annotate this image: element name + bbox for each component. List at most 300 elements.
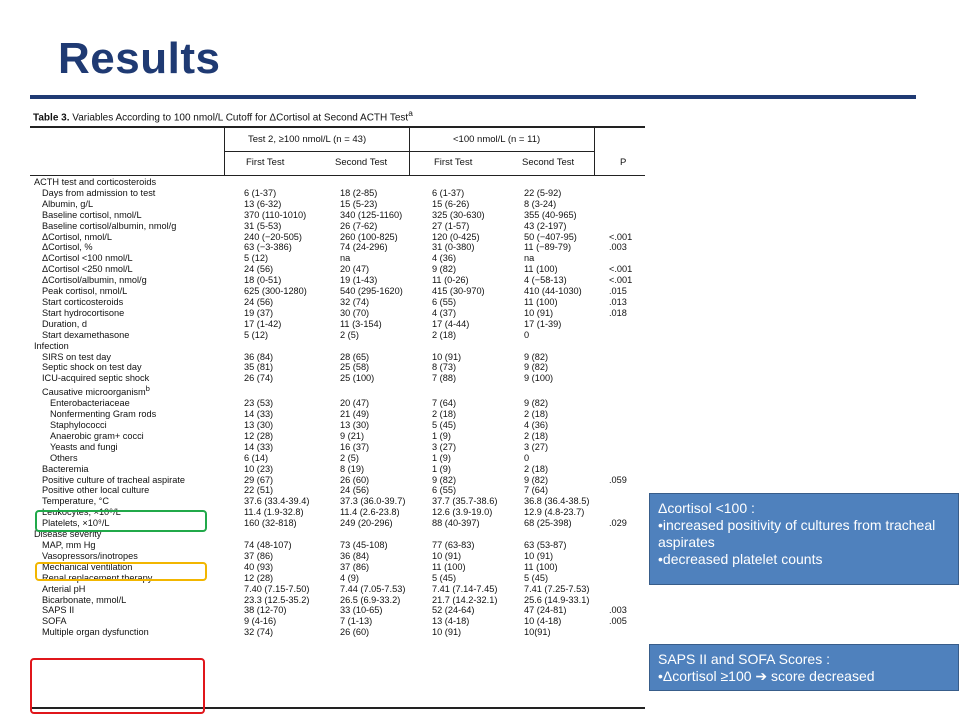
table-row [30, 475, 645, 486]
table-row [30, 373, 645, 384]
cell-first-test-2: 6 (55) [432, 485, 457, 496]
cell-first-test-1 [230, 529, 326, 540]
cell-first-test-2: 1 (9) [432, 452, 451, 463]
cell-p-value [605, 573, 645, 584]
table-row [30, 341, 645, 352]
cell-first-test-1: 11.4 (1.9-32.8) [244, 507, 304, 518]
cell-first-test-2: 7 (88) [432, 373, 457, 384]
cell-first-test-2: 6 (1-37) [432, 187, 465, 198]
table-row [30, 442, 645, 453]
col-header-second-test-2: Second Test [522, 157, 575, 168]
cell-second-test-2: 68 (25-398) [524, 518, 572, 529]
cell-second-test-1: 26 (60) [340, 474, 370, 485]
cell-second-test-2: 9 (82) [524, 351, 549, 362]
cell-second-test-2: 11 (−89-79) [524, 242, 572, 253]
cell-first-test-1: 160 (32-818) [244, 518, 297, 529]
cell-first-test-2: 27 (1-57) [432, 220, 470, 231]
row-label [30, 286, 230, 297]
cell-p-value [605, 562, 645, 573]
group2-header: <100 nmol/L (n = 11) [453, 134, 541, 145]
table-row [30, 330, 645, 341]
table-caption-footnote: a [408, 108, 413, 118]
cell-second-test-1 [326, 341, 418, 352]
cell-first-test-2: 9 (82) [432, 474, 457, 485]
row-label-text: Multiple organ dysfunction [42, 627, 149, 638]
cell-first-test-2: 37.7 (35.7-38.6) [432, 496, 498, 507]
cell-p-value [605, 341, 645, 352]
table-row [30, 398, 645, 409]
cell-second-test-1: 25 (58) [340, 362, 370, 373]
highlight-platelets [35, 562, 207, 581]
row-label [30, 330, 230, 341]
row-label-text: Renal replacement therapy [42, 572, 153, 583]
row-label [30, 475, 230, 486]
header-bottom-rule [30, 175, 645, 176]
row-label-text: Baseline cortisol, nmol/L [42, 209, 142, 220]
cell-first-test-1: 24 (56) [244, 296, 274, 307]
row-label-text: Start hydrocortisone [42, 307, 125, 318]
row-label-text: Peak cortisol, nmol/L [42, 286, 128, 297]
cell-second-test-2: 2 (18) [524, 463, 549, 474]
callout1-bullet-cultures: •increased positivity of cultures from tracheal aspirates [658, 517, 936, 550]
row-label-text: Start corticosteroids [42, 296, 124, 307]
cell-first-test-1: 10 (23) [244, 463, 274, 474]
table-row [30, 485, 645, 496]
row-label-text: Infection [34, 340, 69, 351]
cell-second-test-2 [510, 384, 605, 398]
row-label [30, 464, 230, 475]
row-label-text: ΔCortisol, nmol/L [42, 231, 112, 242]
table-row [30, 264, 645, 275]
row-label-text: Bicarbonate, mmol/L [42, 594, 127, 605]
cell-second-test-1: 7 (1-13) [340, 616, 373, 627]
cell-second-test-1: 260 (100-825) [340, 231, 398, 242]
cell-first-test-1: 23 (53) [244, 398, 274, 409]
cell-first-test-2: 2 (18) [432, 409, 457, 420]
row-label [30, 341, 230, 352]
cell-p-value: .059 [609, 474, 627, 485]
row-label [30, 352, 230, 363]
row-label [30, 595, 230, 606]
cell-first-test-1: 5 (12) [244, 329, 269, 340]
cell-second-test-1: 26 (7-62) [340, 220, 378, 231]
cell-second-test-2: 3 (27) [524, 441, 549, 452]
table-row [30, 464, 645, 475]
cell-first-test-2 [418, 341, 510, 352]
cell-second-test-2: 10(91) [524, 627, 551, 638]
cell-first-test-2: 11 (100) [432, 561, 466, 572]
col-header-first-test-2: First Test [434, 157, 473, 168]
title-divider [30, 95, 916, 99]
cell-second-test-2: 22 (5-92) [524, 187, 562, 198]
cell-first-test-2: 5 (45) [432, 572, 457, 583]
row-label-text: Others [50, 452, 78, 463]
cell-p-value: .029 [609, 518, 627, 529]
cell-first-test-1: 24 (56) [244, 264, 274, 275]
cell-second-test-2 [510, 177, 605, 188]
cell-first-test-1: 6 (1-37) [244, 187, 277, 198]
cell-second-test-2: 7 (64) [524, 485, 549, 496]
row-label [30, 210, 230, 221]
row-label-text: Albumin, g/L [42, 198, 94, 209]
cell-first-test-2: 10 (91) [432, 351, 462, 362]
cell-first-test-1: 35 (81) [244, 362, 274, 373]
row-label-text: Mechanical ventilation [42, 561, 133, 572]
cell-first-test-1 [230, 177, 326, 188]
row-label [30, 431, 230, 442]
cell-second-test-2: 4 (36) [524, 420, 549, 430]
row-label [30, 485, 230, 496]
cell-second-test-1: 249 (20-296) [340, 518, 393, 529]
table-row [30, 420, 645, 431]
cell-second-test-2: 410 (44-1030) [524, 286, 582, 297]
table-top-rule [30, 126, 645, 128]
cell-p-value: <.001 [609, 231, 633, 242]
row-label [30, 177, 230, 188]
cell-p-value [605, 485, 645, 496]
cell-first-test-2: 13 (4-18) [432, 616, 470, 627]
row-label [30, 627, 230, 638]
cell-first-test-2: 10 (91) [432, 627, 462, 638]
cell-second-test-1: 18 (2-85) [340, 187, 378, 198]
cell-first-test-2: 7.41 (7.14-7.45) [432, 583, 498, 594]
table-row [30, 584, 645, 595]
cell-second-test-1: 2 (5) [340, 452, 359, 463]
cell-second-test-2: 36.8 (36.4-38.5) [524, 496, 590, 507]
cell-second-test-1: 32 (74) [340, 296, 370, 307]
cell-first-test-2: 325 (30-630) [432, 209, 485, 220]
row-label [30, 253, 230, 264]
row-label [30, 551, 230, 562]
row-label-text: Causative microorganism [42, 387, 146, 398]
cell-p-value [605, 362, 645, 373]
row-label-text: Septic shock on test day [42, 362, 142, 373]
table-row [30, 453, 645, 464]
cell-p-value [605, 352, 645, 363]
row-label [30, 232, 230, 243]
cell-p-value [605, 540, 645, 551]
cell-first-test-1: 17 (1-42) [244, 318, 282, 329]
table-row [30, 616, 645, 627]
cell-second-test-1: 340 (125-1160) [340, 209, 403, 220]
cell-p-value: .018 [609, 307, 627, 318]
row-label [30, 616, 230, 627]
table-row [30, 352, 645, 363]
cell-first-test-1: 12 (28) [244, 430, 274, 441]
cell-p-value [605, 496, 645, 507]
table-row [30, 409, 645, 420]
cell-second-test-2: 4 (−58-13) [524, 275, 567, 286]
cell-second-test-1: na [340, 253, 351, 264]
cell-first-test-2: 52 (24-64) [432, 605, 475, 616]
cell-p-value [605, 584, 645, 595]
cell-second-test-2: na [524, 253, 535, 264]
row-label-text: SAPS II [42, 605, 75, 616]
cell-p-value [605, 199, 645, 210]
cell-p-value [605, 409, 645, 420]
cell-second-test-2: 5 (45) [524, 572, 549, 583]
cell-first-test-2: 5 (45) [432, 420, 457, 430]
cell-p-value [605, 398, 645, 409]
cell-first-test-2: 4 (36) [432, 253, 457, 264]
row-label-text: Duration, d [42, 318, 87, 329]
cell-second-test-1: 25 (100) [340, 373, 375, 384]
cell-first-test-1: 240 (−20-505) [244, 231, 302, 242]
cell-first-test-2: 4 (37) [432, 307, 457, 318]
cell-second-test-2: 7.41 (7.25-7.53) [524, 583, 590, 594]
callout1-bullet-platelets: •decreased platelet counts [658, 551, 823, 567]
cell-first-test-1: 19 (37) [244, 307, 274, 318]
cell-first-test-2: 21.7 (14.2-32.1) [432, 594, 498, 605]
cell-p-value [605, 177, 645, 188]
cell-first-test-2: 8 (73) [432, 362, 457, 373]
row-label-text: ICU-acquired septic shock [42, 373, 150, 384]
row-label [30, 242, 230, 253]
cell-second-test-1: 20 (47) [340, 264, 370, 275]
cell-second-test-1: 36 (84) [340, 550, 370, 561]
cell-second-test-1: 30 (70) [340, 307, 370, 318]
callout1-heading: Δcortisol <100 : [658, 500, 755, 516]
cell-second-test-1 [326, 177, 418, 188]
row-label-footnote: b [145, 384, 150, 394]
cell-first-test-2 [418, 529, 510, 540]
cell-first-test-1: 38 (12-70) [244, 605, 287, 616]
cell-second-test-2: 355 (40-965) [524, 209, 577, 220]
cell-second-test-2: 2 (18) [524, 409, 549, 420]
cell-first-test-1: 12 (28) [244, 572, 274, 583]
row-label [30, 496, 230, 507]
callout-saps-sofa [649, 644, 959, 691]
table-row [30, 308, 645, 319]
cell-p-value: .013 [609, 296, 627, 307]
cell-first-test-2: 15 (6-26) [432, 198, 470, 209]
cell-second-test-2: 2 (18) [524, 430, 549, 441]
cell-second-test-1: 4 (9) [340, 572, 359, 583]
cell-first-test-2: 2 (18) [432, 329, 457, 340]
header-divider-left [224, 127, 225, 176]
cell-second-test-1: 13 (30) [340, 420, 370, 430]
row-label [30, 409, 230, 420]
cell-first-test-1: 31 (5-53) [244, 220, 282, 231]
cell-first-test-2: 415 (30-970) [432, 286, 485, 297]
highlight-tracheal-aspirate [35, 510, 207, 532]
cell-second-test-2: 17 (1-39) [524, 318, 562, 329]
table-row [30, 210, 645, 221]
cell-second-test-2: 8 (3-24) [524, 198, 557, 209]
cell-first-test-1: 63 (−3-386) [244, 242, 292, 253]
row-label [30, 221, 230, 232]
row-label [30, 373, 230, 384]
col-header-first-test-1: First Test [246, 157, 285, 168]
row-label-text: ΔCortisol <100 nmol/L [42, 253, 133, 264]
cell-p-value [605, 627, 645, 638]
slide-title: Results [58, 34, 221, 83]
table-row [30, 199, 645, 210]
cell-second-test-1: 26 (60) [340, 627, 370, 638]
row-label-text: MAP, mm Hg [42, 539, 96, 550]
row-label-text: Yeasts and fungi [50, 441, 118, 452]
cell-second-test-1: 11 (3-154) [340, 318, 382, 329]
row-label [30, 319, 230, 330]
cell-first-test-1 [230, 341, 326, 352]
table-row [30, 551, 645, 562]
row-label-text: Baseline cortisol/albumin, nmol/g [42, 220, 177, 231]
cell-second-test-2: 47 (24-81) [524, 605, 567, 616]
cell-second-test-1: 540 (295-1620) [340, 286, 403, 297]
cell-second-test-2: 25.6 (14.9-33.1) [524, 594, 590, 605]
cell-p-value [605, 529, 645, 540]
cell-second-test-2: 12.9 (4.8-23.7) [524, 507, 585, 518]
row-label [30, 453, 230, 464]
cell-first-test-1 [230, 384, 326, 398]
cell-p-value [605, 431, 645, 442]
row-label [30, 188, 230, 199]
cell-first-test-1: 7.40 (7.15-7.50) [244, 583, 310, 594]
cell-second-test-2: 43 (2-197) [524, 220, 567, 231]
cell-second-test-2: 11 (100) [524, 264, 558, 275]
cell-p-value [605, 373, 645, 384]
cell-p-value: <.001 [609, 264, 633, 275]
table-caption-text: Variables According to 100 nmol/L Cutoff for ΔCortisol at Second ACTH Test [69, 112, 409, 124]
cell-second-test-1: 20 (47) [340, 398, 370, 409]
cell-p-value [605, 330, 645, 341]
cell-second-test-2: 10 (91) [524, 307, 554, 318]
cell-first-test-2: 10 (91) [432, 550, 462, 561]
col-header-p: P [620, 157, 627, 168]
row-label-text: ΔCortisol/albumin, nmol/g [42, 275, 147, 286]
cell-p-value [605, 420, 645, 431]
row-label [30, 384, 230, 398]
cell-first-test-1: 23.3 (12.5-35.2) [244, 594, 310, 605]
table-row [30, 275, 645, 286]
cell-first-test-1: 13 (6-32) [244, 198, 282, 209]
table-row [30, 177, 645, 188]
row-label-text: Platelets, ×10⁹/L [42, 518, 110, 529]
row-label [30, 275, 230, 286]
cell-p-value [605, 384, 645, 398]
cell-second-test-1: 21 (49) [340, 409, 370, 420]
table-row [30, 188, 645, 199]
cell-first-test-1: 40 (93) [244, 561, 274, 572]
table-row [30, 253, 645, 264]
cell-p-value [605, 551, 645, 562]
cell-second-test-1: 28 (65) [340, 351, 370, 362]
cell-p-value [605, 210, 645, 221]
row-label-text: Disease severity [34, 529, 102, 540]
cell-first-test-2: 120 (0-425) [432, 231, 480, 242]
table-row [30, 221, 645, 232]
cell-second-test-1 [326, 529, 418, 540]
row-label-text: ΔCortisol, % [42, 242, 93, 253]
table-row [30, 431, 645, 442]
row-label [30, 297, 230, 308]
row-label [30, 420, 230, 431]
cell-second-test-1: 74 (24-296) [340, 242, 388, 253]
table-row [30, 242, 645, 253]
cell-second-test-2: 9 (82) [524, 474, 549, 485]
cell-second-test-1: 37.3 (36.0-39.7) [340, 496, 406, 507]
cell-p-value: .005 [609, 616, 627, 627]
row-label-text: Nonfermenting Gram rods [50, 409, 157, 420]
cell-first-test-1: 9 (4-16) [244, 616, 277, 627]
cell-second-test-2: 0 [524, 452, 530, 463]
cell-second-test-2: 10 (4-18) [524, 616, 562, 627]
table-row [30, 595, 645, 606]
cell-first-test-2: 9 (82) [432, 264, 457, 275]
cell-first-test-2: 11 (0-26) [432, 275, 469, 286]
cell-p-value [605, 453, 645, 464]
cell-second-test-2: 0 [524, 329, 530, 340]
cell-second-test-2 [510, 341, 605, 352]
cell-first-test-1: 29 (67) [244, 474, 274, 485]
table-row [30, 319, 645, 330]
table-row [30, 540, 645, 551]
row-label-text: Temperature, °C [42, 496, 109, 507]
callout2-heading: SAPS II and SOFA Scores : [658, 651, 830, 667]
cell-second-test-1: 16 (37) [340, 441, 370, 452]
table-row [30, 232, 645, 243]
cell-first-test-2: 1 (9) [432, 430, 451, 441]
col-header-second-test-1: Second Test [335, 157, 388, 168]
row-label-text: Enterobacteriaceae [50, 398, 130, 409]
cell-first-test-2: 17 (4-44) [432, 318, 470, 329]
cell-first-test-2: 3 (27) [432, 441, 457, 452]
cell-first-test-1: 22 (51) [244, 485, 274, 496]
row-label-text: Leukocytes, ×10⁹/L [42, 507, 121, 518]
cell-first-test-2: 7 (64) [432, 398, 457, 409]
cell-first-test-2: 77 (63-83) [432, 539, 475, 550]
row-label [30, 584, 230, 595]
cell-first-test-1: 37 (86) [244, 550, 274, 561]
cell-second-test-2: 11 (100) [524, 296, 558, 307]
cell-p-value [605, 595, 645, 606]
cell-p-value [605, 319, 645, 330]
cell-second-test-1: 9 (21) [340, 430, 365, 441]
row-label-text: Vasopressors/inotropes [42, 550, 138, 561]
cell-second-test-1: 37 (86) [340, 561, 370, 572]
cell-p-value: .015 [609, 286, 627, 297]
cell-first-test-1: 625 (300-1280) [244, 286, 307, 297]
cell-second-test-2: 63 (53-87) [524, 539, 567, 550]
row-label [30, 605, 230, 616]
cell-p-value: <.001 [609, 275, 633, 286]
cell-second-test-1: 73 (45-108) [340, 539, 388, 550]
row-label [30, 264, 230, 275]
cell-first-test-2: 6 (55) [432, 296, 457, 307]
cell-first-test-2: 1 (9) [432, 463, 451, 474]
cell-first-test-1: 74 (48-107) [244, 539, 292, 550]
callout-cortisol-cultures [649, 493, 959, 585]
row-label [30, 199, 230, 210]
header-divider-right [594, 127, 595, 176]
cell-first-test-1: 6 (14) [244, 452, 269, 463]
row-label-text: ACTH test and corticosteroids [34, 177, 157, 187]
table-row [30, 297, 645, 308]
cell-second-test-1: 7.44 (7.05-7.53) [340, 583, 406, 594]
cell-p-value [605, 221, 645, 232]
cell-p-value: .003 [609, 605, 627, 616]
table-row [30, 627, 645, 638]
table-row [30, 605, 645, 616]
cell-first-test-1: 14 (33) [244, 441, 274, 452]
table-row [30, 384, 645, 398]
cell-p-value [605, 442, 645, 453]
cell-first-test-1: 18 (0-51) [244, 275, 282, 286]
cell-first-test-1: 14 (33) [244, 409, 274, 420]
cell-first-test-1: 32 (74) [244, 627, 274, 638]
cell-first-test-1: 26 (74) [244, 373, 274, 384]
cell-first-test-1: 13 (30) [244, 420, 274, 430]
